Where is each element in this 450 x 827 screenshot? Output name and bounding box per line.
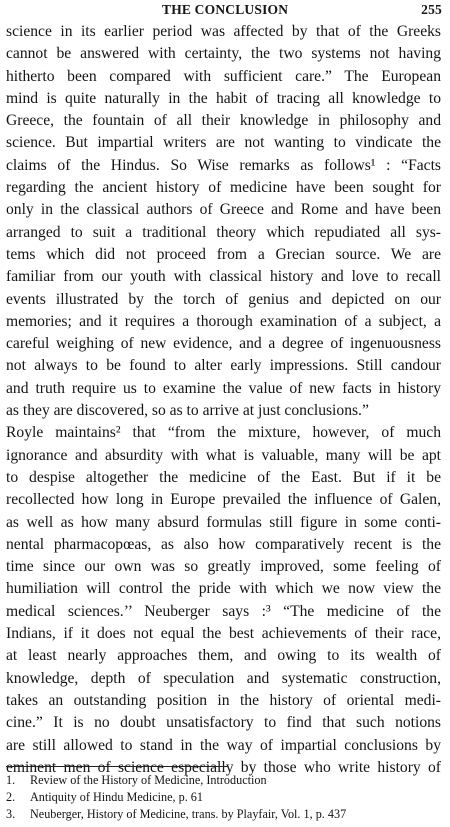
- page-number: 255: [421, 2, 442, 17]
- text-line: hitherto been compared with sufficient care.” The European: [6, 67, 441, 85]
- text-line: humiliation will control the pride with which we now view the: [6, 580, 441, 598]
- text-line: to despise altogether the medicine of the East. But if it be: [6, 468, 441, 486]
- text-line: and truth require us to examine the value of new facts in history: [6, 379, 441, 397]
- running-head: THE CONCLUSION: [162, 2, 289, 17]
- text-line: takes an outstanding position in the history of oriental medi-: [6, 691, 441, 709]
- body-text: [6, 21, 441, 779]
- page-header: [6, 2, 442, 20]
- footnote: [6, 789, 441, 806]
- footnote: [6, 806, 441, 823]
- footnote: [6, 772, 441, 789]
- text-line: as well as how many absurd formulas still figure in some conti-: [6, 513, 441, 531]
- footnote-number: 1.: [6, 773, 16, 787]
- text-line: eminent men of science especially by those who write history of: [6, 758, 441, 776]
- text-line: cannot be answered with certainty, the two systems not having: [6, 45, 441, 63]
- text-line: memories; and it requires a thorough examination of a subject, a: [6, 312, 441, 330]
- footnote-text: Antiquity of Hindu Medicine, p. 61: [30, 790, 203, 804]
- footnote-text: Neuberger, History of Medicine, trans. by Playfair, Vol. 1, p. 437: [30, 807, 347, 821]
- text-line: science. But impartial writers are not wanting to vindicate the: [6, 134, 441, 152]
- text-line: ignorance and absurdity with what is valuable, many will be apt: [6, 446, 441, 464]
- text-line: as they are discovered, so as to arrive at just conclusions.”: [6, 402, 369, 420]
- text-line: nental pharmacopœas, as also how comparatively recent is the: [6, 535, 441, 553]
- text-line: medical sciences.’’ Neuberger says :³ “The medicine of the: [6, 602, 441, 620]
- text-line: not always to be found to alter early impressions. Still candour: [6, 357, 441, 375]
- text-line: Royle maintains² that “from the mixture, however, of much: [6, 424, 441, 442]
- footnote-text: Review of the History of Medicine, Introduction: [30, 773, 267, 787]
- text-line: at least nearly approaches them, and owing to its wealth of: [6, 647, 441, 665]
- text-line: familiar from our youth with classical history and love to recall: [6, 268, 441, 286]
- footnotes: [6, 772, 441, 823]
- footnote-number: 3.: [6, 807, 16, 821]
- text-line: time since our own was so greatly improved, some feeling of: [6, 558, 441, 576]
- text-line: claims of the Hindus. So Wise remarks as follows¹ : “Facts: [6, 156, 441, 174]
- text-line: cine.” It is no doubt unsatisfactory to find that such notions: [6, 714, 441, 732]
- text-line: science in its earlier period was affected by that of the Greeks: [6, 23, 441, 40]
- text-line: regarding the ancient history of medicine have been sought for: [6, 179, 441, 197]
- footnote-separator: [6, 766, 228, 767]
- text-line: careful weighing of new evidence, and a degree of ingenuousness: [6, 335, 441, 353]
- text-line: only in the classical authors of Greece and Rome and have been: [6, 201, 441, 219]
- text-line: knowledge, depth of speculation and systematic construction,: [6, 669, 441, 687]
- text-line: are still allowed to stand in the way of impartial conclusions by: [6, 736, 441, 754]
- footnote-number: 2.: [6, 790, 16, 804]
- text-line: arranged to suit a traditional theory which repudiated all sys-: [6, 223, 441, 241]
- text-line: events illustrated by the torch of genius and depicted on our: [6, 290, 441, 308]
- text-line: mind is quite naturally in the habit of tracing all knowledge to: [6, 89, 441, 107]
- text-line: recollected how long in Europe prevailed the influence of Galen,: [6, 491, 441, 509]
- text-line: Indians, if it does not equal the best achievements of their race,: [6, 625, 441, 643]
- text-line: Greece, the fountain of all their knowledge in philosophy and: [6, 112, 441, 130]
- text-line: tems which did not proceed from a Grecian source. We are: [6, 245, 441, 263]
